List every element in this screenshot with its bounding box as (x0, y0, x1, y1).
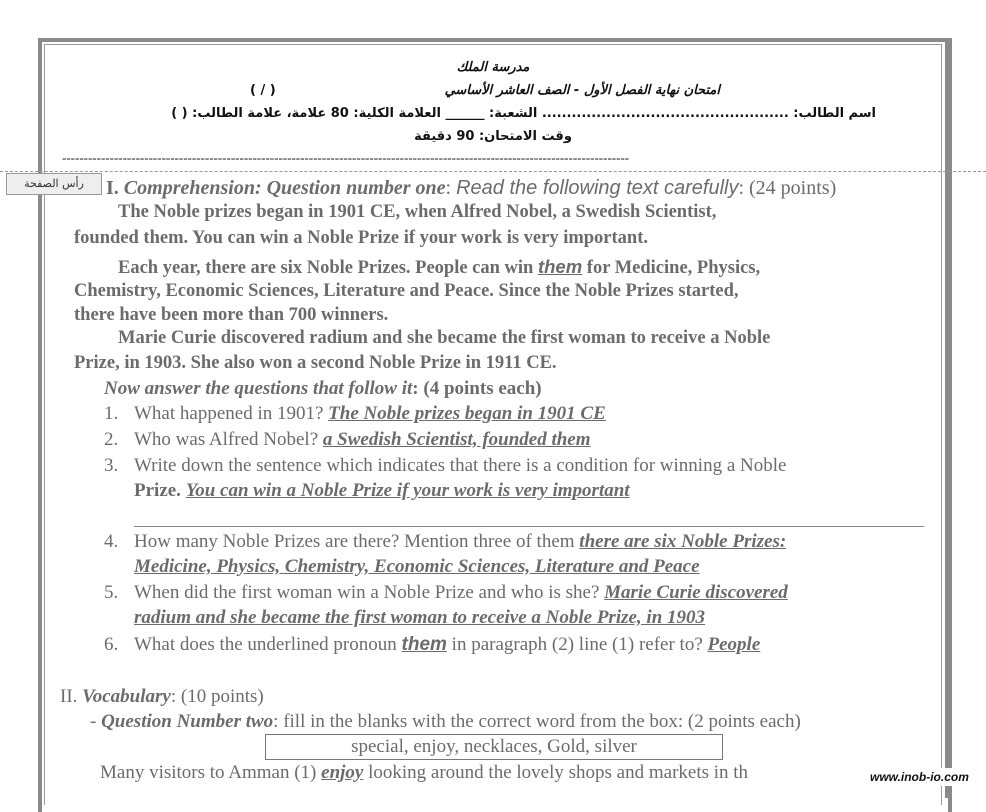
exam-time: وقت الامتحان: 90 دقيقة (414, 129, 572, 144)
section1-instruction: Read the following text carefully (456, 177, 739, 199)
q5-num: 5. (104, 582, 119, 603)
question-3: Write down the sentence which indicates that there is a condition for winning a Noble (134, 455, 787, 476)
section2-heading: II. Vocabulary: (10 points) (60, 686, 264, 707)
question-3-cont: Prize. You can win a Noble Prize if your work is very important (134, 480, 630, 501)
page-header-tag[interactable]: رأس الصفحة (6, 173, 102, 195)
answer-4-cont: Medicine, Physics, Chemistry, Economic Sciences, Literature and Peace (134, 556, 700, 577)
section1-num: I. (106, 177, 119, 199)
q3-num: 3. (104, 455, 119, 476)
word-box: special, enjoy, necklaces, Gold, silver (265, 734, 723, 760)
answer-3: You can win a Noble Prize if your work is very important (185, 480, 630, 501)
section1-heading: I. Comprehension: Question number one: Read the following text carefully: (24 points) (106, 177, 837, 199)
pronoun-them: them (537, 256, 583, 277)
para3-line1: Marie Curie discovered radium and she became the first woman to receive a Noble (118, 328, 771, 348)
question-4: How many Noble Prizes are there? Mention three of them there are six Noble Prizes: (134, 531, 787, 552)
school-name: مدرسة الملك (456, 60, 530, 75)
q1-num: 1. (104, 403, 119, 424)
para2-line3: there have been more than 700 winners. (74, 305, 389, 325)
answer-6: People (707, 634, 761, 655)
para3-line2: Prize, in 1903. She also won a second Noble Prize in 1911 CE. (74, 353, 557, 373)
question-two: - Question Number two: fill in the blanks with the correct word from the box: (2 points each) (90, 711, 801, 732)
q4-num: 4. (104, 531, 119, 552)
follow-instruction: Now answer the questions that follow it: (4 points each) (104, 378, 542, 399)
para2-line1: Each year, there are six Noble Prizes. People can win them for Medicine, Physics, (118, 256, 761, 278)
watermark: www.inob-io.com (866, 768, 973, 786)
para1-line2: founded them. You can win a Noble Prize if your work is very important. (74, 228, 648, 248)
question-1: What happened in 1901? The Noble prizes began in 1901 CE (134, 403, 606, 424)
vocab-sentence: Many visitors to Amman (1) enjoy looking around the lovely shops and markets in th (100, 762, 749, 783)
section1-title: Comprehension: Question number one (123, 177, 446, 199)
vocab-answer-1: enjoy (321, 762, 364, 783)
answer-line (134, 526, 924, 527)
student-info-line: اسم الطالب: .................................................. الشعبة: ______ العلامة الكلية: 80 علامة، علامة الطالب: ( ) (171, 106, 876, 121)
answer-5-cont: radium and she became the first woman to receive a Noble Prize, in 1903 (134, 607, 706, 628)
question-5: When did the first woman win a Noble Prize and who is she? Marie Curie discovered (134, 582, 788, 603)
answer-4: there are six Noble Prizes: (579, 531, 787, 552)
question-6: What does the underlined pronoun them in paragraph (2) line (1) refer to? People (134, 634, 761, 655)
header-dashes: ----------------------------------------------------------------------------------------------------------------------------------- (62, 150, 630, 165)
q6-num: 6. (104, 634, 119, 655)
section1-points: : (24 points) (738, 177, 837, 199)
answer-1: The Noble prizes began in 1901 CE (328, 403, 606, 424)
para1-line1: The Noble prizes began in 1901 CE, when Alfred Nobel, a Swedish Scientist, (118, 202, 717, 222)
exam-title: امتحان نهاية الفصل الأول - الصف العاشر الأساسي (444, 83, 720, 98)
question-2: Who was Alfred Nobel? a Swedish Scientist, founded them (134, 429, 591, 450)
para2-line2: Chemistry, Economic Sciences, Literature and Peace. Since the Noble Prizes started, (74, 281, 739, 301)
q2-num: 2. (104, 429, 119, 450)
answer-5: Marie Curie discovered (604, 582, 788, 603)
page-border-right (945, 38, 949, 798)
exam-date-blank: ( / ) (250, 83, 276, 98)
answer-2: a Swedish Scientist, founded them (322, 429, 591, 450)
header-boundary (0, 171, 986, 172)
